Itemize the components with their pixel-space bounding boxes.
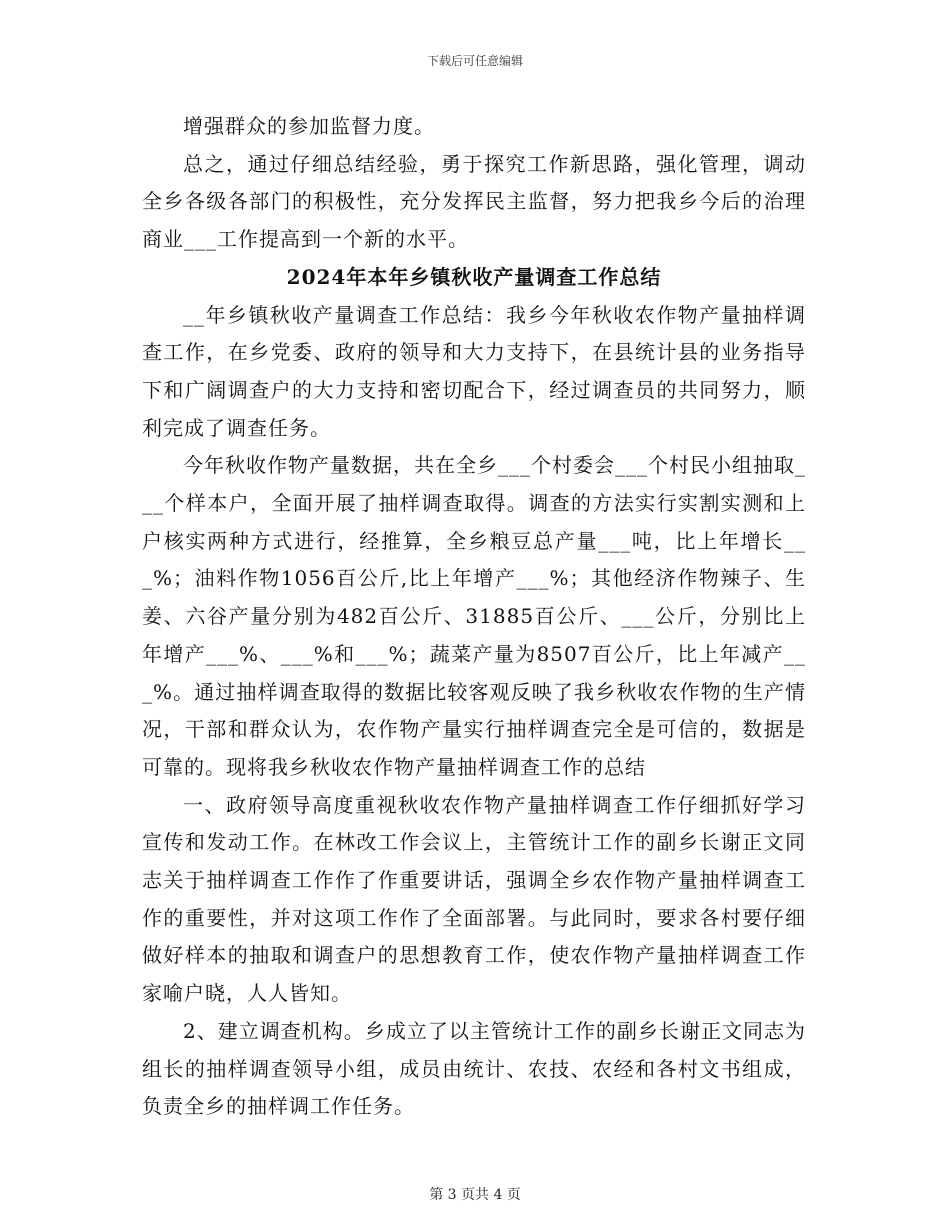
paragraph: 一、政府领导高度重视秋收农作物产量抽样调查工作仔细抓好学习宣传和发动工作。在林改工作会议上，主管统计工作的副乡长谢正文同志关于抽样调查工作作了作重要讲话，强调全乡农作物产量抽样调查工作的重要性，并对这项工作作了全面部署。与此同时，要求各村要仔细做好样本的抽取和调查户的思想教育工作，使农作物产量抽样调查工作家喻户晓，人人皆知。 [142, 792, 806, 1006]
document-title: 2024年本年乡镇秋收产量调查工作总结 [286, 264, 662, 289]
document-body [142, 108, 806, 1126]
paragraph: 今年秋收作物产量数据，共在全乡___个村委会___个村民小组抽取___个样本户，全面开展了抽样调查取得。调查的方法实行实割实测和上户核实两种方式进行，经推算，全乡粮豆总产量___吨，比上年增长___%；油料作物1056百公斤,比上年增产___%；其他经济作物辣子、生姜、六谷产量分别为482百公斤、31885百公斤、___公斤，分别比上年增产___%、___%和___%；蔬菜产量为8507百公斤，比上年减产___%。通过抽样调查取得的数据比较客观反映了我乡秋收农作物的生产情况，干部和群众认为，农作物产量实行抽样调查完全是可信的，数据是可靠的。现将我乡秋收农作物产量抽样调查工作的总结 [142, 453, 806, 779]
page-header: 下载后可任意编辑 [426, 54, 523, 68]
page-footer: 第 3 页共 4 页 [429, 1187, 521, 1203]
paragraph: 2、建立调查机构。乡成立了以主管统计工作的副乡长谢正文同志为组长的抽样调查领导小组，成员由统计、农技、农经和各村文书组成，负责全乡的抽样调工作任务。 [142, 1018, 806, 1119]
paragraph: 增强群众的参加监督力度。 [183, 114, 435, 138]
paragraph: 总之，通过仔细总结经验，勇于探究工作新思路，强化管理，调动全乡各级各部门的积极性，充分发挥民主监督，努力把我乡今后的治理商业___工作提高到一个新的水平。 [142, 151, 806, 252]
paragraph: __年乡镇秋收产量调查工作总结：我乡今年秋收农作物产量抽样调查工作，在乡党委、政府的领导和大力支持下，在县统计县的业务指导下和广阔调查户的大力支持和密切配合下，经过调查员的共同努力，顺利完成了调查任务。 [142, 302, 806, 440]
